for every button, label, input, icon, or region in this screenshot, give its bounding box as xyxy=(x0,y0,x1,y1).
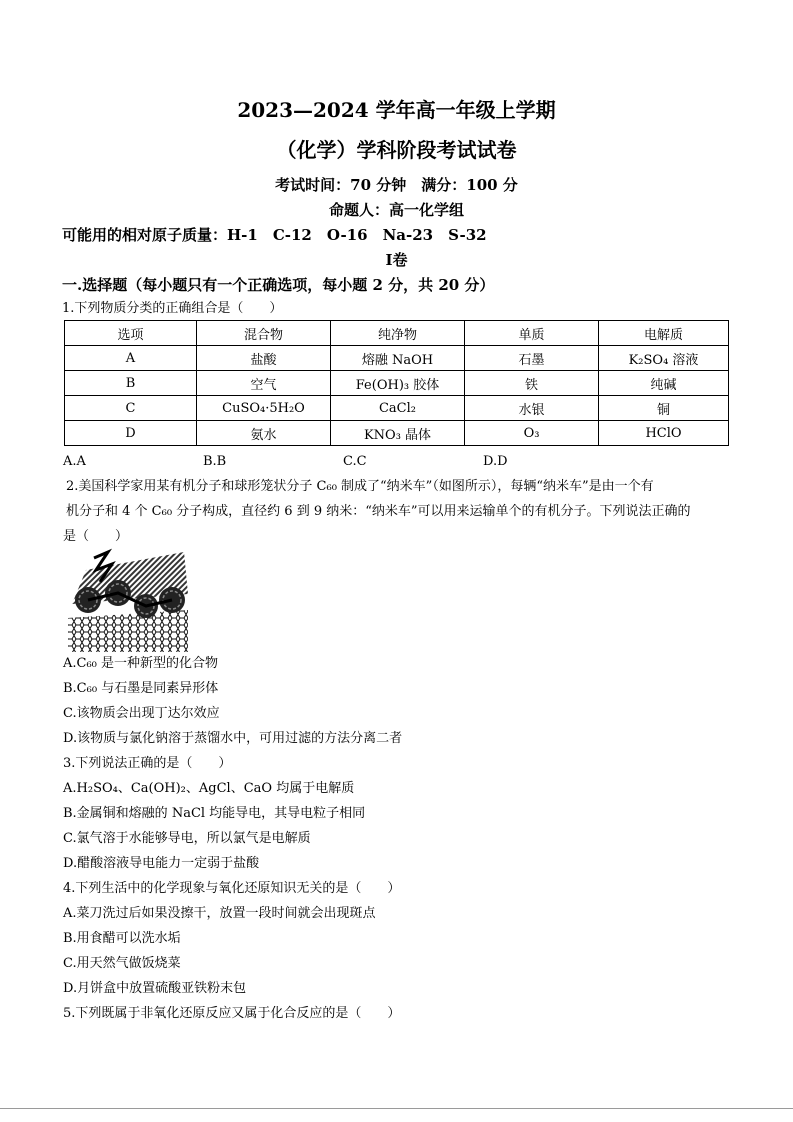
table-cell: D xyxy=(65,421,197,446)
table-cell: 纯碱 xyxy=(599,371,729,396)
table-header: 混合物 xyxy=(197,321,331,346)
option-a: A.A xyxy=(63,454,86,469)
table-row xyxy=(65,396,729,421)
table-cell: 水银 xyxy=(465,396,599,421)
table-row xyxy=(65,421,729,446)
table-cell: Fe(OH)₃ 胶体 xyxy=(331,371,465,396)
question-4-option-c: C.用天然气做饭烧菜 xyxy=(63,956,181,971)
table-cell: 石墨 xyxy=(465,346,599,371)
classification-table xyxy=(64,320,729,446)
question-2-option-c: C.该物质会出现丁达尔效应 xyxy=(63,706,220,721)
table-cell: O₃ xyxy=(465,421,599,446)
table-cell: CaCl₂ xyxy=(331,396,465,421)
question-2-stem-line1: 2.美国科学家用某有机分子和球形笼状分子 C₆₀ 制成了“纳米车”（如图所示），每辆“纳米车”是由一个有 xyxy=(66,479,654,494)
question-3-option-b: B.金属铜和熔融的 NaCl 均能导电，其导电粒子相同 xyxy=(63,806,366,821)
table-header: 单质 xyxy=(465,321,599,346)
question-1-stem: 1.下列物质分类的正确组合是（ ） xyxy=(62,301,283,316)
table-cell: 铁 xyxy=(465,371,599,396)
question-4-stem: 4.下列生活中的化学现象与氧化还原知识无关的是（ ） xyxy=(63,881,401,896)
nanocar-image xyxy=(66,548,190,652)
question-2-option-b: B.C₆₀ 与石墨是同素异形体 xyxy=(63,681,219,696)
table-cell: 氨水 xyxy=(197,421,331,446)
table-cell: KNO₃ 晶体 xyxy=(331,421,465,446)
table-header-row xyxy=(65,321,729,346)
option-d: D.D xyxy=(483,454,508,469)
exam-author: 命题人：高一化学组 xyxy=(328,201,464,219)
table-row xyxy=(65,371,729,396)
table-cell: B xyxy=(65,371,197,396)
table-header: 纯净物 xyxy=(331,321,465,346)
question-3-option-d: D.醋酸溶液导电能力一定弱于盐酸 xyxy=(63,856,260,871)
table-cell: A xyxy=(65,346,197,371)
question-1-options xyxy=(0,454,793,470)
option-b: B.B xyxy=(203,454,227,469)
exam-title-line1: 2023—2024 学年高一年级上学期 xyxy=(237,98,556,122)
table-cell: 熔融 NaOH xyxy=(331,346,465,371)
question-4-option-a: A.菜刀洗过后如果没擦干，放置一段时间就会出现斑点 xyxy=(63,906,376,921)
question-4-option-b: B.用食醋可以洗水垢 xyxy=(63,931,181,946)
table-cell: 盐酸 xyxy=(197,346,331,371)
table-cell: CuSO₄·5H₂O xyxy=(197,396,331,421)
exam-info: 考试时间：70 分钟 满分：100 分 xyxy=(275,176,518,194)
exam-title-line2: （化学）学科阶段考试试卷 xyxy=(276,138,517,162)
volume-label: Ⅰ卷 xyxy=(385,251,408,269)
question-3-option-a: A.H₂SO₄、Ca(OH)₂、AgCl、CaO 均属于电解质 xyxy=(63,781,355,796)
question-2-stem-line3: 是（ ） xyxy=(63,529,129,544)
question-2-option-a: A.C₆₀ 是一种新型的化合物 xyxy=(63,656,219,671)
question-3-stem: 3.下列说法正确的是（ ） xyxy=(63,756,232,771)
table-header: 电解质 xyxy=(599,321,729,346)
question-5-stem: 5.下列既属于非氧化还原反应又属于化合反应的是（ ） xyxy=(63,1006,401,1021)
question-2-stem-line2: 机分子和 4 个 C₆₀ 分子构成，直径约 6 到 9 纳米：“纳米车”可以用来运输单个的有机分子。下列说法正确的 xyxy=(66,504,691,519)
table-cell: C xyxy=(65,396,197,421)
question-3-option-c: C.氯气溶于水能够导电，所以氯气是电解质 xyxy=(63,831,311,846)
page-bottom-divider xyxy=(0,1108,793,1109)
table-cell: 铜 xyxy=(599,396,729,421)
question-4-option-d: D.月饼盒中放置硫酸亚铁粉末包 xyxy=(63,981,247,996)
table-cell: 空气 xyxy=(197,371,331,396)
option-c: C.C xyxy=(343,454,367,469)
question-2-option-d: D.该物质与氯化钠溶于蒸馏水中，可用过滤的方法分离二者 xyxy=(63,731,403,746)
table-cell: HClO xyxy=(599,421,729,446)
table-header: 选项 xyxy=(65,321,197,346)
table-cell: K₂SO₄ 溶液 xyxy=(599,346,729,371)
atomic-mass-note: 可能用的相对原子质量：H-1 C-12 O-16 Na-23 S-32 xyxy=(62,226,487,244)
section-heading: 一.选择题（每小题只有一个正确选项，每小题 2 分，共 20 分） xyxy=(62,276,495,294)
table-row xyxy=(65,346,729,371)
